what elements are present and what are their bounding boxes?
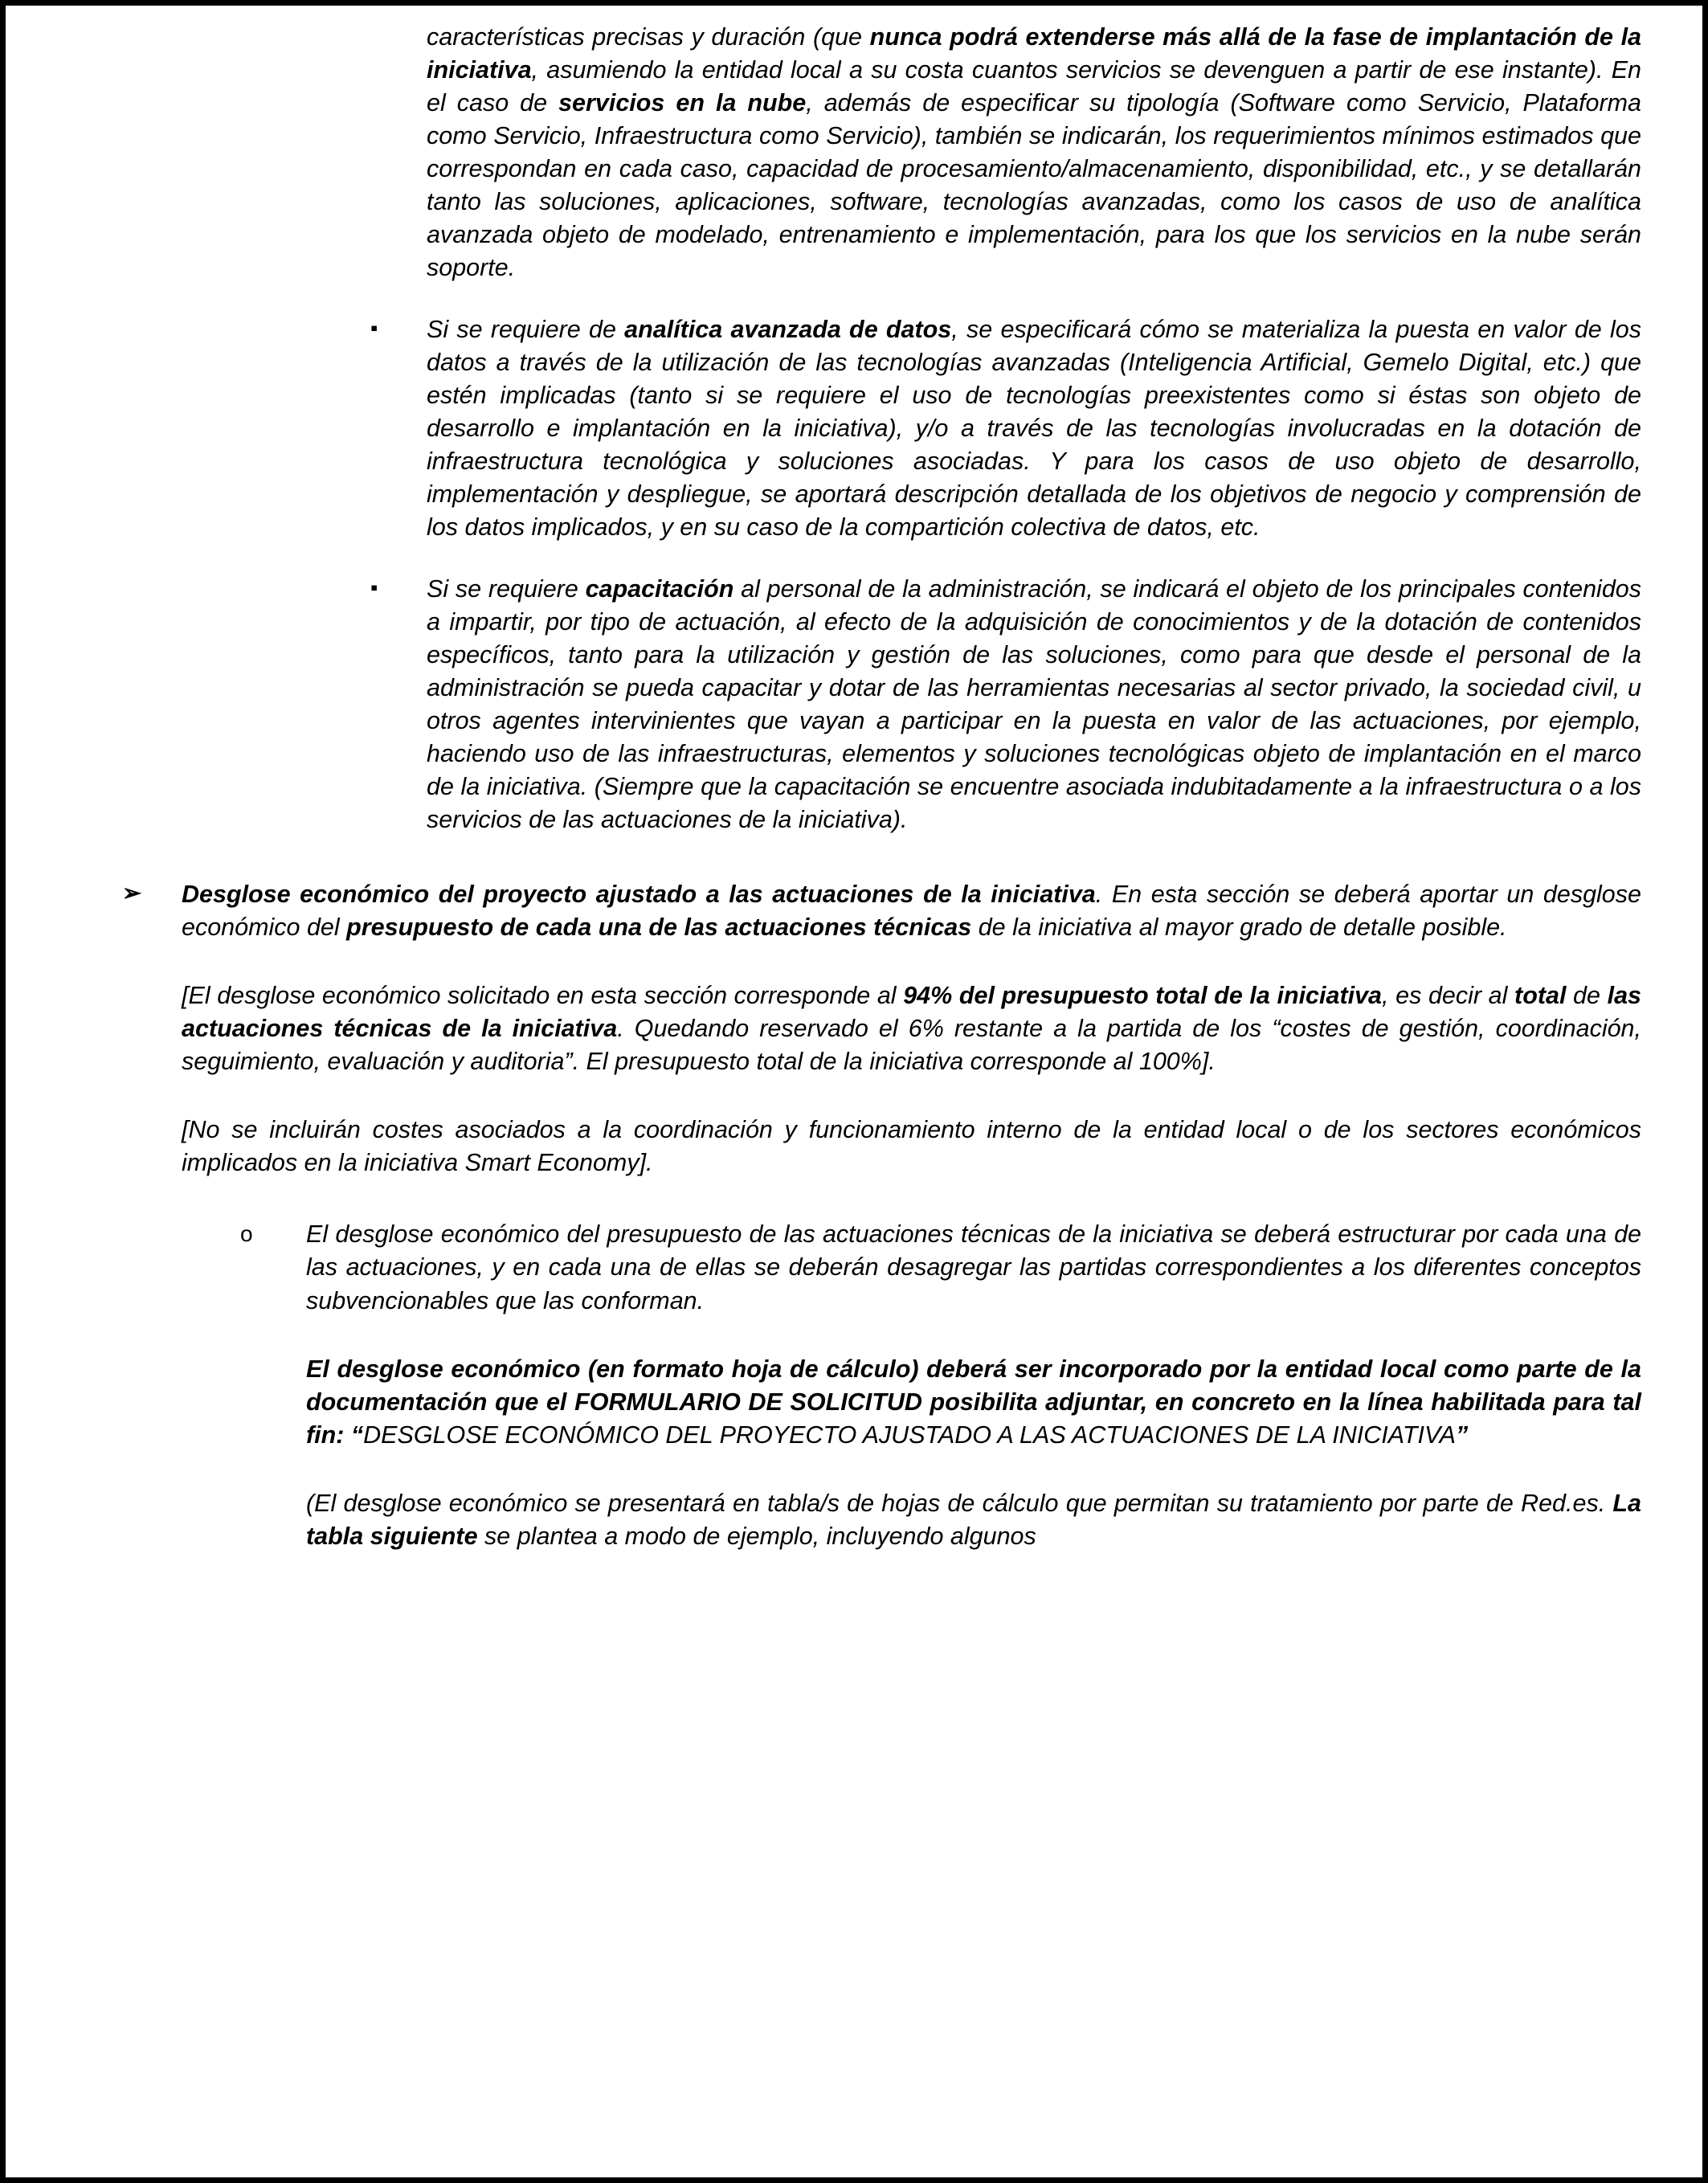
note-formulario-solicitud [306,1353,1641,1452]
arrow-bullet-icon: ➢ [122,881,142,907]
note-no-costes [182,1114,1641,1179]
list-item-capacitacion [370,573,1641,836]
note-no-costes-text: [No se incluirán costes asociados a la coordinación y funcionamiento interno de la entidad local o de los sectores económicos implicados en la iniciativa Smart Economy]. [182,1116,1641,1177]
circle-bullet-icon: o [240,1221,253,1247]
paragraph-caracteristicas: características precisas y duración (que nunca podrá extenderse más allá de la fase de implantación de la iniciativa, asumiendo la entidad local a su costa cuantos servicios se devenguen a partir de ese instante). En el caso de servicios en la nube, además de especificar su tipología (Software como Servicio, Plataforma como Servicio, Infraestructura como Servicio), también se indicarán, los requerimientos mínimos estimados que correspondan en cada caso, capacidad de procesamiento/almacenamiento, disponibilidad, etc., y se detallarán tanto las soluciones, aplicaciones, software, tecnologías avanzadas, como los casos de uso de analítica avanzada objeto de modelado, entrenamiento e implementación, para los que los servicios en la nube serán soporte. [427,23,1642,282]
note-94-percent-text: [El desglose económico solicitado en esta sección corresponde al 94% del presupuesto total de la iniciativa, es decir al total de las actuaciones técnicas de la iniciativa. Quedando reservado el 6% restante a la partida de los “costes de gestión, coordinación, seguimiento, evaluación y auditoria”. El presupuesto total de la iniciativa corresponde al 100%]. [182,982,1641,1076]
list-item-capacitacion-text: Si se requiere capacitación al personal de la administración, se indicará el objeto de los principales contenidos a impartir, por tipo de actuación, al efecto de la adquisición de conocimientos y de la dotación de contenidos específicos, tanto para la utilización y gestión de las soluciones, como para que desde el personal de la administración se pueda capacitar y dotar de las herramientas necesarias al sector privado, la sociedad civil, u otros agentes intervinientes que vayan a participar en la puesta en valor de las actuaciones, por ejemplo, haciendo uso de las infraestructuras, elementos y soluciones tecnológicas objeto de implantación en el marco de la iniciativa. (Siempre que la capacitación se encuentre asociada indubitadamente a la infraestructura o a los servicios de las actuaciones de la iniciativa). [427,575,1641,834]
square-bullet-icon: ▪ [370,316,378,341]
list-item-estructura-partidas [240,1218,1641,1317]
note-94-percent [182,979,1641,1078]
list-item-analitica-avanzada [370,313,1641,544]
page-content [6,0,1702,1577]
note-tabla-ejemplo-text: (El desglose económico se presentará en tabla/s de hojas de cálculo que permitan su tratamiento por parte de Red.es. La tabla siguiente se plantea a modo de ejemplo, incluyendo algunos [306,1489,1641,1550]
list-item-analitica-avanzada-text: Si se requiere de analítica avanzada de datos, se especificará cómo se materializa la puesta en valor de los datos a través de la utilización de las tecnologías avanzadas (Inteligencia Artificial, Gemelo Digital, etc.) que estén implicadas (tanto si se requiere el uso de tecnologías preexistentes como si éstas son objeto de desarrollo e implantación en la iniciativa), y/o a través de las tecnologías involucradas en la dotación de infraestructura tecnológica y soluciones asociadas. Y para los casos de uso objeto de desarrollo, implementación y despliegue, se aportará descripción detallada de los objetivos de negocio y comprensión de los datos implicados, y en su caso de la compartición colectiva de datos, etc. [427,316,1641,542]
list-item-desglose-economico-text: Desglose económico del proyecto ajustado a las actuaciones de la iniciativa. En esta sección se deberá aportar un desglose económico del presupuesto de cada una de las actuaciones técnicas de la iniciativa al mayor grado de detalle posible. [182,881,1641,942]
note-formulario-solicitud-text: El desglose económico (en formato hoja de cálculo) deberá ser incorporado por la entidad local como parte de la documentación que el FORMULARIO DE SOLICITUD posibilita adjuntar, en concreto en la línea habilitada para tal fin: “DESGLOSE ECONÓMICO DEL PROYECTO AJUSTADO A LAS ACTUACIONES DE LA INICIATIVA” [306,1355,1641,1449]
list-item-estructura-partidas-text: El desglose económico del presupuesto de las actuaciones técnicas de la iniciativa se deberá estructurar por cada una de las actuaciones, y en cada una de ellas se deberán desagregar las partidas correspondientes a los diferentes conceptos subvencionables que las conforman. [306,1220,1641,1314]
list-item-desglose-economico [122,878,1641,944]
note-tabla-ejemplo [306,1487,1641,1553]
square-bullet-icon: ▪ [370,575,378,600]
